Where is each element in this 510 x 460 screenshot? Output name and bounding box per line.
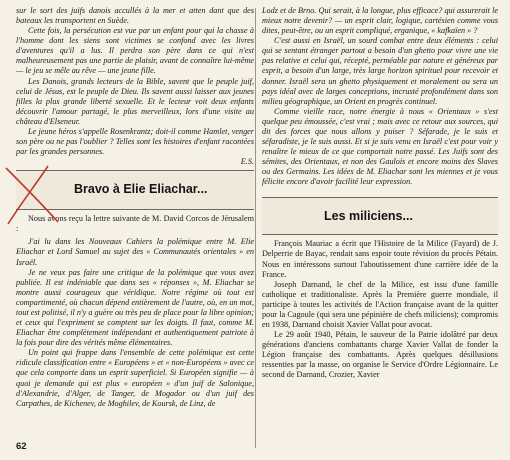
right-column (262, 6, 498, 381)
left-column (16, 6, 254, 409)
letter-paragraph: Un point qui frappe dans l'ensemble de cette polémique est cette ridicule classification entre « Européens » et « non-Européens » avec ce que cela comporte dans un esprit superficiel. Si Européen signifie — à quoi je demande qui est plus « européen » d'un juif de Salonique, d'Alexandrie, d'Alger, de Tanger, de Mogador ou d'un juif des Carpathes, de Kichenev, de Moghilev, de Koursk, de Linz, de (16, 348, 254, 408)
letter-paragraph: Je ne veux pas faire une critique de la polémique que vous avez publiée. Il est indéniable que dans ses « réponses », M. Eliachar se montre aussi courageux que véridique. Notre régime où tout est compartimenté, où chacun dépend entièrement de l'autre, où, en un mot, tout est politisé, il n'y a guère ou très peu de place pour la libre opinion; et ceux qui l'expriment se comptent sur les doigts. Il faut, comme M. Eliachar être complètement indépendant et authentiquement patriote à la fois pour dire des vérités même élémentaires. (16, 267, 254, 348)
article-paragraph: Le jeune héros s'appelle Rosenkrantz; doit-il comme Hamlet, venger son père ou ne pas l'oublier ? Telles sont les histoires d'enfant racontées par les grandes personnes. (16, 126, 254, 157)
article-paragraph: Cette fois, la persécution est vue par un enfant pour qui la chasse à l'homme dont les siens sont victimes se confond avec les livres d'aventures qu'il a lus. Il perdra son père dans ce qui n'est malheureusement pas une partie de plaisir, avant de connaître lui-même — le jeu se mêle au rêve — une jeune fille. (16, 26, 254, 76)
page-number: 62 (16, 441, 27, 452)
article-paragraph: Joseph Darnand, le chef de la Milice, est issu d'une famille catholique et traditionaliste. Après la Première guerre mondiale, il participe à toutes les activités de l'Action française avant de la quitter pour la Cagoule (qui sera une pépinière de chefs miliciens); compromis en 1938, Darnand choisit Xavier Vallat pour avocat. (262, 279, 498, 330)
letter-paragraph: C'est aussi en Israël, un sourd combat entre deux éléments : celui qui se sentant étranger partout a besoin d'un ghetto pour vivre une vie pas relative et celui qui, récepté, perméable par nature et généreux par esprit, a besoin d'un large, très large horizon spirituel pour recevoir et donner. Israël sera un ghetto physiquement et moralement ou sera un pays idéal avec de larges conceptions, incrusté profondément dans son milieu géographique, un Orient en progrès continuel. (262, 36, 498, 106)
column-divider (255, 8, 256, 448)
section-heading-miliciens: Les miliciens... (324, 209, 413, 224)
letter-intro: Nous avons reçu la lettre suivante de M. David Corcos de Jérusalem : (16, 214, 254, 234)
section-heading-bravo: Bravo à Elie Eliachar... (74, 182, 208, 197)
letter-paragraph: Lodz et de Brno. Qui serait, à la longue, plus efficace? qui assurerait le mieux notre devenir? — un esprit clair, logique, cartésien comme vous dites, peut-être, ou un esprit compliqué, erganique, « kafkaïen » ? (262, 6, 498, 36)
article-paragraph: Le 29 août 1940, Pétain, le sauveur de la Patrie idolâtré par deux générations d'anciens combattants charge Xavier Vallat de fonder la Légion française des combattants. Après quelques désillusions ressenties par la masse, on organise le Service d'Ordre Légionnaire. Le second de Darnand, Crozier, Xavier (262, 330, 498, 380)
article-paragraph: Les Danois, grands lecteurs de la Bible, savent que le peuple juif, celui de Jésus, est le peuple de Dieu. Ils savent aussi laisser aux jeunes filles la plus grande liberté sexuelle. Et le lecteur voit deux enfants découvrir l'amour partagé, le plus merveilleux, lors d'une visite au château d'Elseneur. (16, 76, 254, 126)
article-paragraph: sur le sort des juifs danois accullés à la mer et atten dant que des bateaux les transportent en Suède. (16, 6, 254, 26)
article-paragraph: François Mauriac a écrit que l'Histoire de la Milice (Fayard) de J. Delperrie de Bayac, rendait sans espoir toute révision du procès Pétain. Nous en intéressons surtout l'aboutissement d'une carrière idée de la France. (262, 239, 498, 279)
section-heading-box (262, 197, 498, 235)
letter-paragraph: J'ai lu dans les Nouveaux Cahiers la polémique entre M. Elie Eliachar et Lord Samuel au sujet des « Communautés orientales » en Israël. (16, 237, 254, 267)
letter-paragraph: Comme vieille race, notre énergie à nous « Orientaux » s'est quelque peu émoussée, c'est vrai ; mais avec ce retour aux sources, qui dit des forces que nous allons y puiser ? Séfarade, je le suis et séfaradiste, je le suis aussi. Et si je suis venu en Israël c'est pour voir y renaître le mieux de ce que comportait notre passé. Les Juifs sont des sémites, des Orientaux, et non des Gaulois et encore moins des Slaves ou des Germains. Les idées de M. Eliachar sont les miennes et je vous félicite encore d'avoir facilité leur expression. (262, 106, 498, 187)
section-heading-box (16, 170, 254, 210)
author-signature: E.S. (240, 157, 254, 167)
